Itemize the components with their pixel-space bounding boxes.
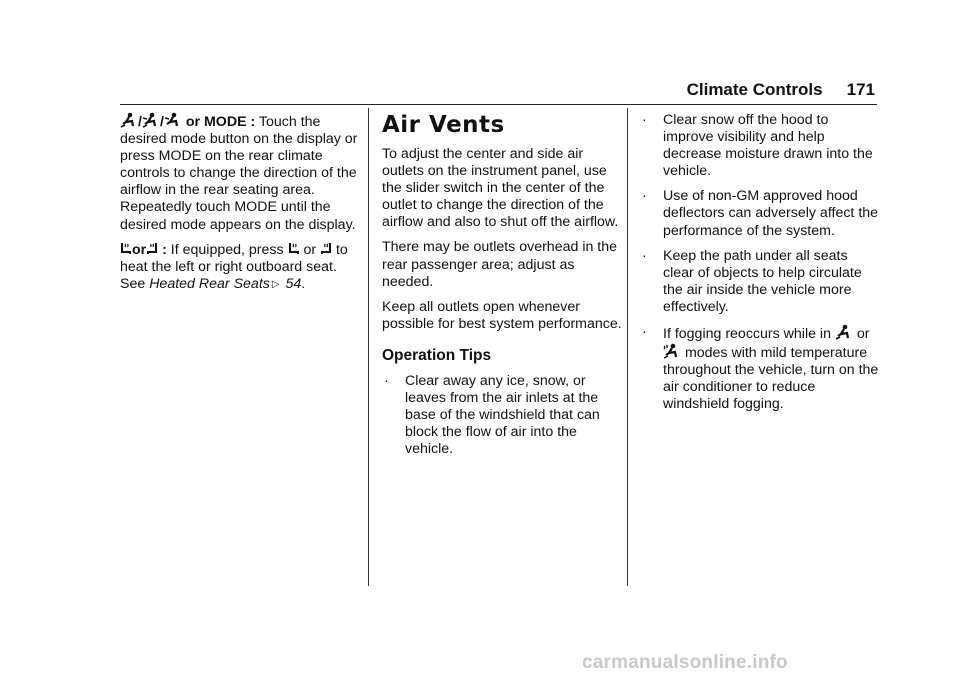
bullet-marker: · [642,324,647,341]
heated-rear-seats-page[interactable]: 54 [281,275,302,292]
column-1 [120,112,360,301]
air-vents-heading: Air Vents [382,112,505,138]
list-item: · Keep the path under all seats clear of objects to help circulate the air inside the vehicle more effectively. [642,247,862,315]
column-3 [640,112,880,422]
heated-seat-left-icon [288,242,300,256]
heated-rear-seats-link[interactable]: Heated Rear Seats [149,275,270,292]
page-number: 171 [846,80,875,99]
bilevel-airflow-icon [142,112,160,128]
heated-seat-right-icon [146,242,158,256]
mode-term: or MODE : [185,114,256,130]
operation-tips-list-continued [640,112,880,414]
floor-airflow-icon [835,324,853,340]
mode-description: Touch the desired mode button on the display or press MODE on the rear climate controls to change the direction of the airflow in the rear seating area. Repeatedly touch MODE until the desired mode appears on the display. [120,114,358,233]
panel-airflow-icon [164,112,182,128]
air-vents-paragraph: There may be outlets overhead in the rear passenger area; adjust as needed. [382,239,618,290]
floor-airflow-icon [120,112,138,128]
column-divider-left [368,108,369,586]
watermark: carmanualsonline.info [582,652,788,673]
section-title: Climate Controls [686,80,823,99]
list-item: · If fogging reoccurs while in or modes with mild temperature throughout the vehicle, turn on the air conditioner to reduce windshield fogging. [642,324,879,413]
air-vents-paragraph: Keep all outlets open whenever possible for best system performance. [382,298,622,332]
list-item: · Clear away any ice, snow, or leaves from the air inlets at the base of the windshield that can block the flow of air into the vehicle. [384,372,600,458]
page-reference-arrow-icon: ▷ [271,278,280,290]
column-2 [382,112,622,466]
bullet-marker: · [642,247,647,264]
column-divider-right [627,108,628,586]
operation-tips-heading: Operation Tips [382,346,492,364]
bullet-marker: · [642,112,647,128]
defog-floor-airflow-icon [663,343,681,359]
page-header [600,80,875,106]
list-item: · Clear snow off the hood to improve visibility and help decrease moisture drawn into the vehicle. [642,112,873,180]
heated-seat-left-icon [120,242,132,256]
bullet-marker: · [642,188,647,205]
mode-item: / / or MODE : Touch the desired mode button on the display or press MODE on the rear climate controls to change the direction of the airflow in the rear seating area. Repeatedly touch MODE until the desired mode appears on the display. [120,114,358,233]
operation-tips-list [382,373,622,458]
header-rule [120,104,877,105]
bullet-marker: · [384,372,389,389]
heated-seat-item: or : If equipped, press or to heat the left or right outboard seat. See Heated Rear Seats ▷ 54. [120,241,348,292]
heated-seat-right-icon [320,242,332,256]
air-vents-paragraph: To adjust the center and side air outlets on the instrument panel, use the slider switch in the center of the outlet to change the direction of the airflow and also to shut off the airflow. [382,146,619,231]
list-item: · Use of non-GM approved hood deflectors can adversely affect the performance of the system. [642,188,879,239]
